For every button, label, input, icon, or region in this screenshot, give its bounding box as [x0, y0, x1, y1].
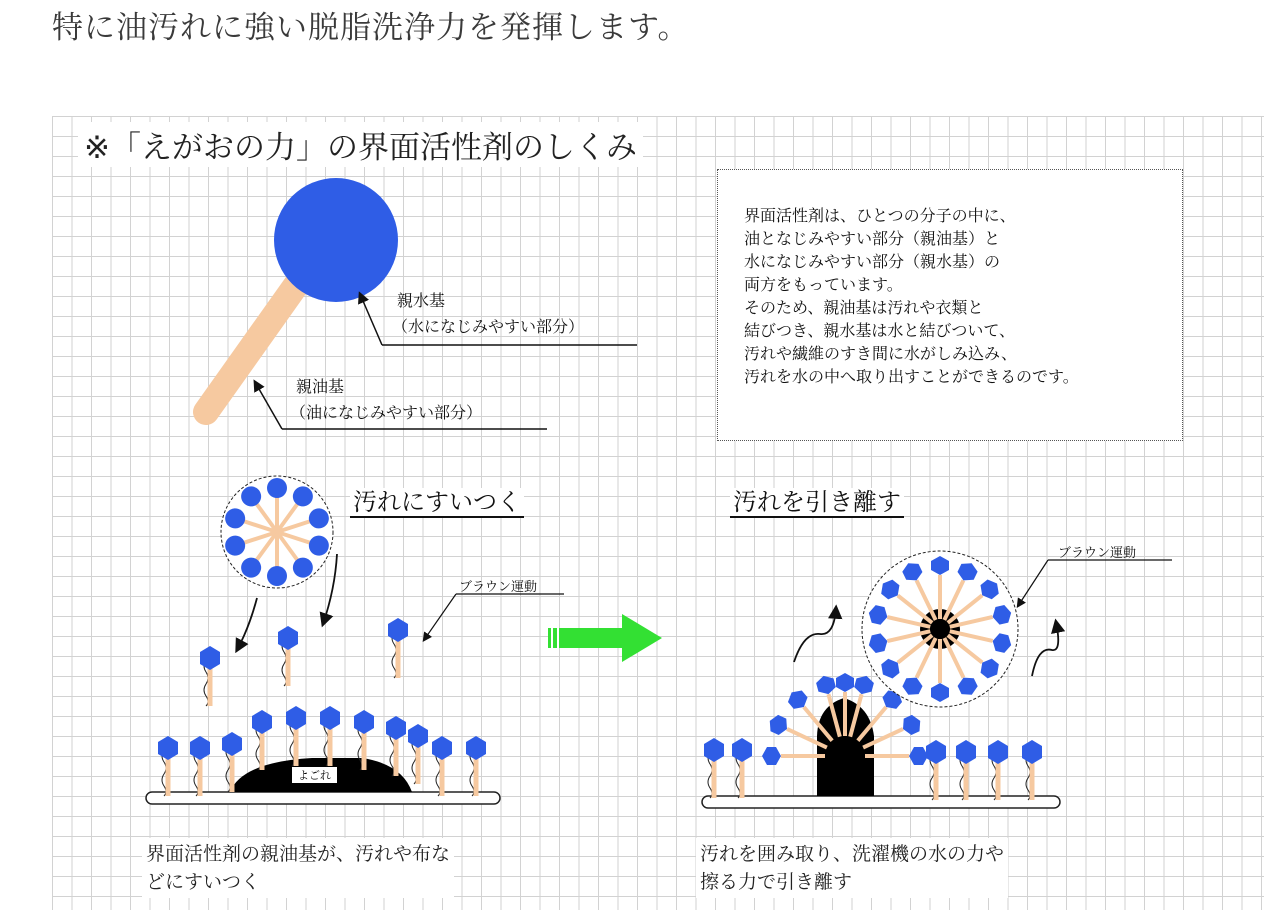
explanation-line: そのため、親油基は汚れや衣類と: [744, 298, 984, 317]
explanation-box: [717, 169, 1183, 441]
explanation-line: 界面活性剤は、ひとつの分子の中に、: [744, 206, 1016, 225]
diagram-title: ※「えがおの力」の界面活性剤のしくみ: [78, 122, 643, 167]
lipophilic-note: （油になじみやすい部分）: [290, 403, 483, 422]
hydrophilic-head-large: [274, 178, 398, 302]
explanation-line: 水になじみやすい部分（親水基）の: [744, 252, 1001, 271]
step1-caption-line: 界面活性剤の親油基が、汚れや布な: [146, 843, 451, 865]
step1-caption-line: どにすいつく: [146, 871, 261, 893]
transition-arrow: [548, 614, 662, 662]
step1-brownian-label: ブラウン運動: [459, 580, 538, 595]
surfactant-diagram-panel: [52, 116, 1264, 910]
hydrophilic-label: 親水基: [397, 291, 446, 310]
dirt-label: よごれ: [292, 767, 337, 783]
step2-heading: 汚れを引き離す: [730, 488, 904, 518]
explanation-line: 結びつき、親水基は水と結びついて、: [744, 321, 1016, 340]
step1-caption: [142, 838, 454, 898]
lead-text: 特に油汚れに強い脱脂洗浄力を発揮します。: [52, 10, 690, 46]
hydrophilic-note: （水になじみやすい部分）: [392, 317, 585, 336]
micelle-step1: [221, 476, 333, 588]
step2-caption-line: 汚れを囲み取り、洗濯機の水の力や: [700, 843, 1005, 865]
step2-brownian-label: ブラウン運動: [1058, 546, 1137, 561]
step2-caption: [696, 838, 1008, 898]
step1-heading: 汚れにすいつく: [350, 488, 524, 518]
cloth-step2: [702, 796, 1060, 808]
micelle-step2: [862, 551, 1018, 707]
explanation-line: 汚れや繊維のすき間に水がしみ込み、: [744, 344, 1017, 363]
step2-caption-line: 擦る力で引き離す: [700, 871, 853, 893]
lipophilic-label: 親油基: [296, 377, 345, 396]
explanation-line: 両方をもっています。: [744, 275, 903, 294]
explanation-line: 油となじみやすい部分（親油基）と: [744, 229, 1001, 248]
explanation-line: 汚れを水の中へ取り出すことができるのです。: [744, 367, 1079, 386]
lipophilic-tail-large: [206, 274, 304, 412]
